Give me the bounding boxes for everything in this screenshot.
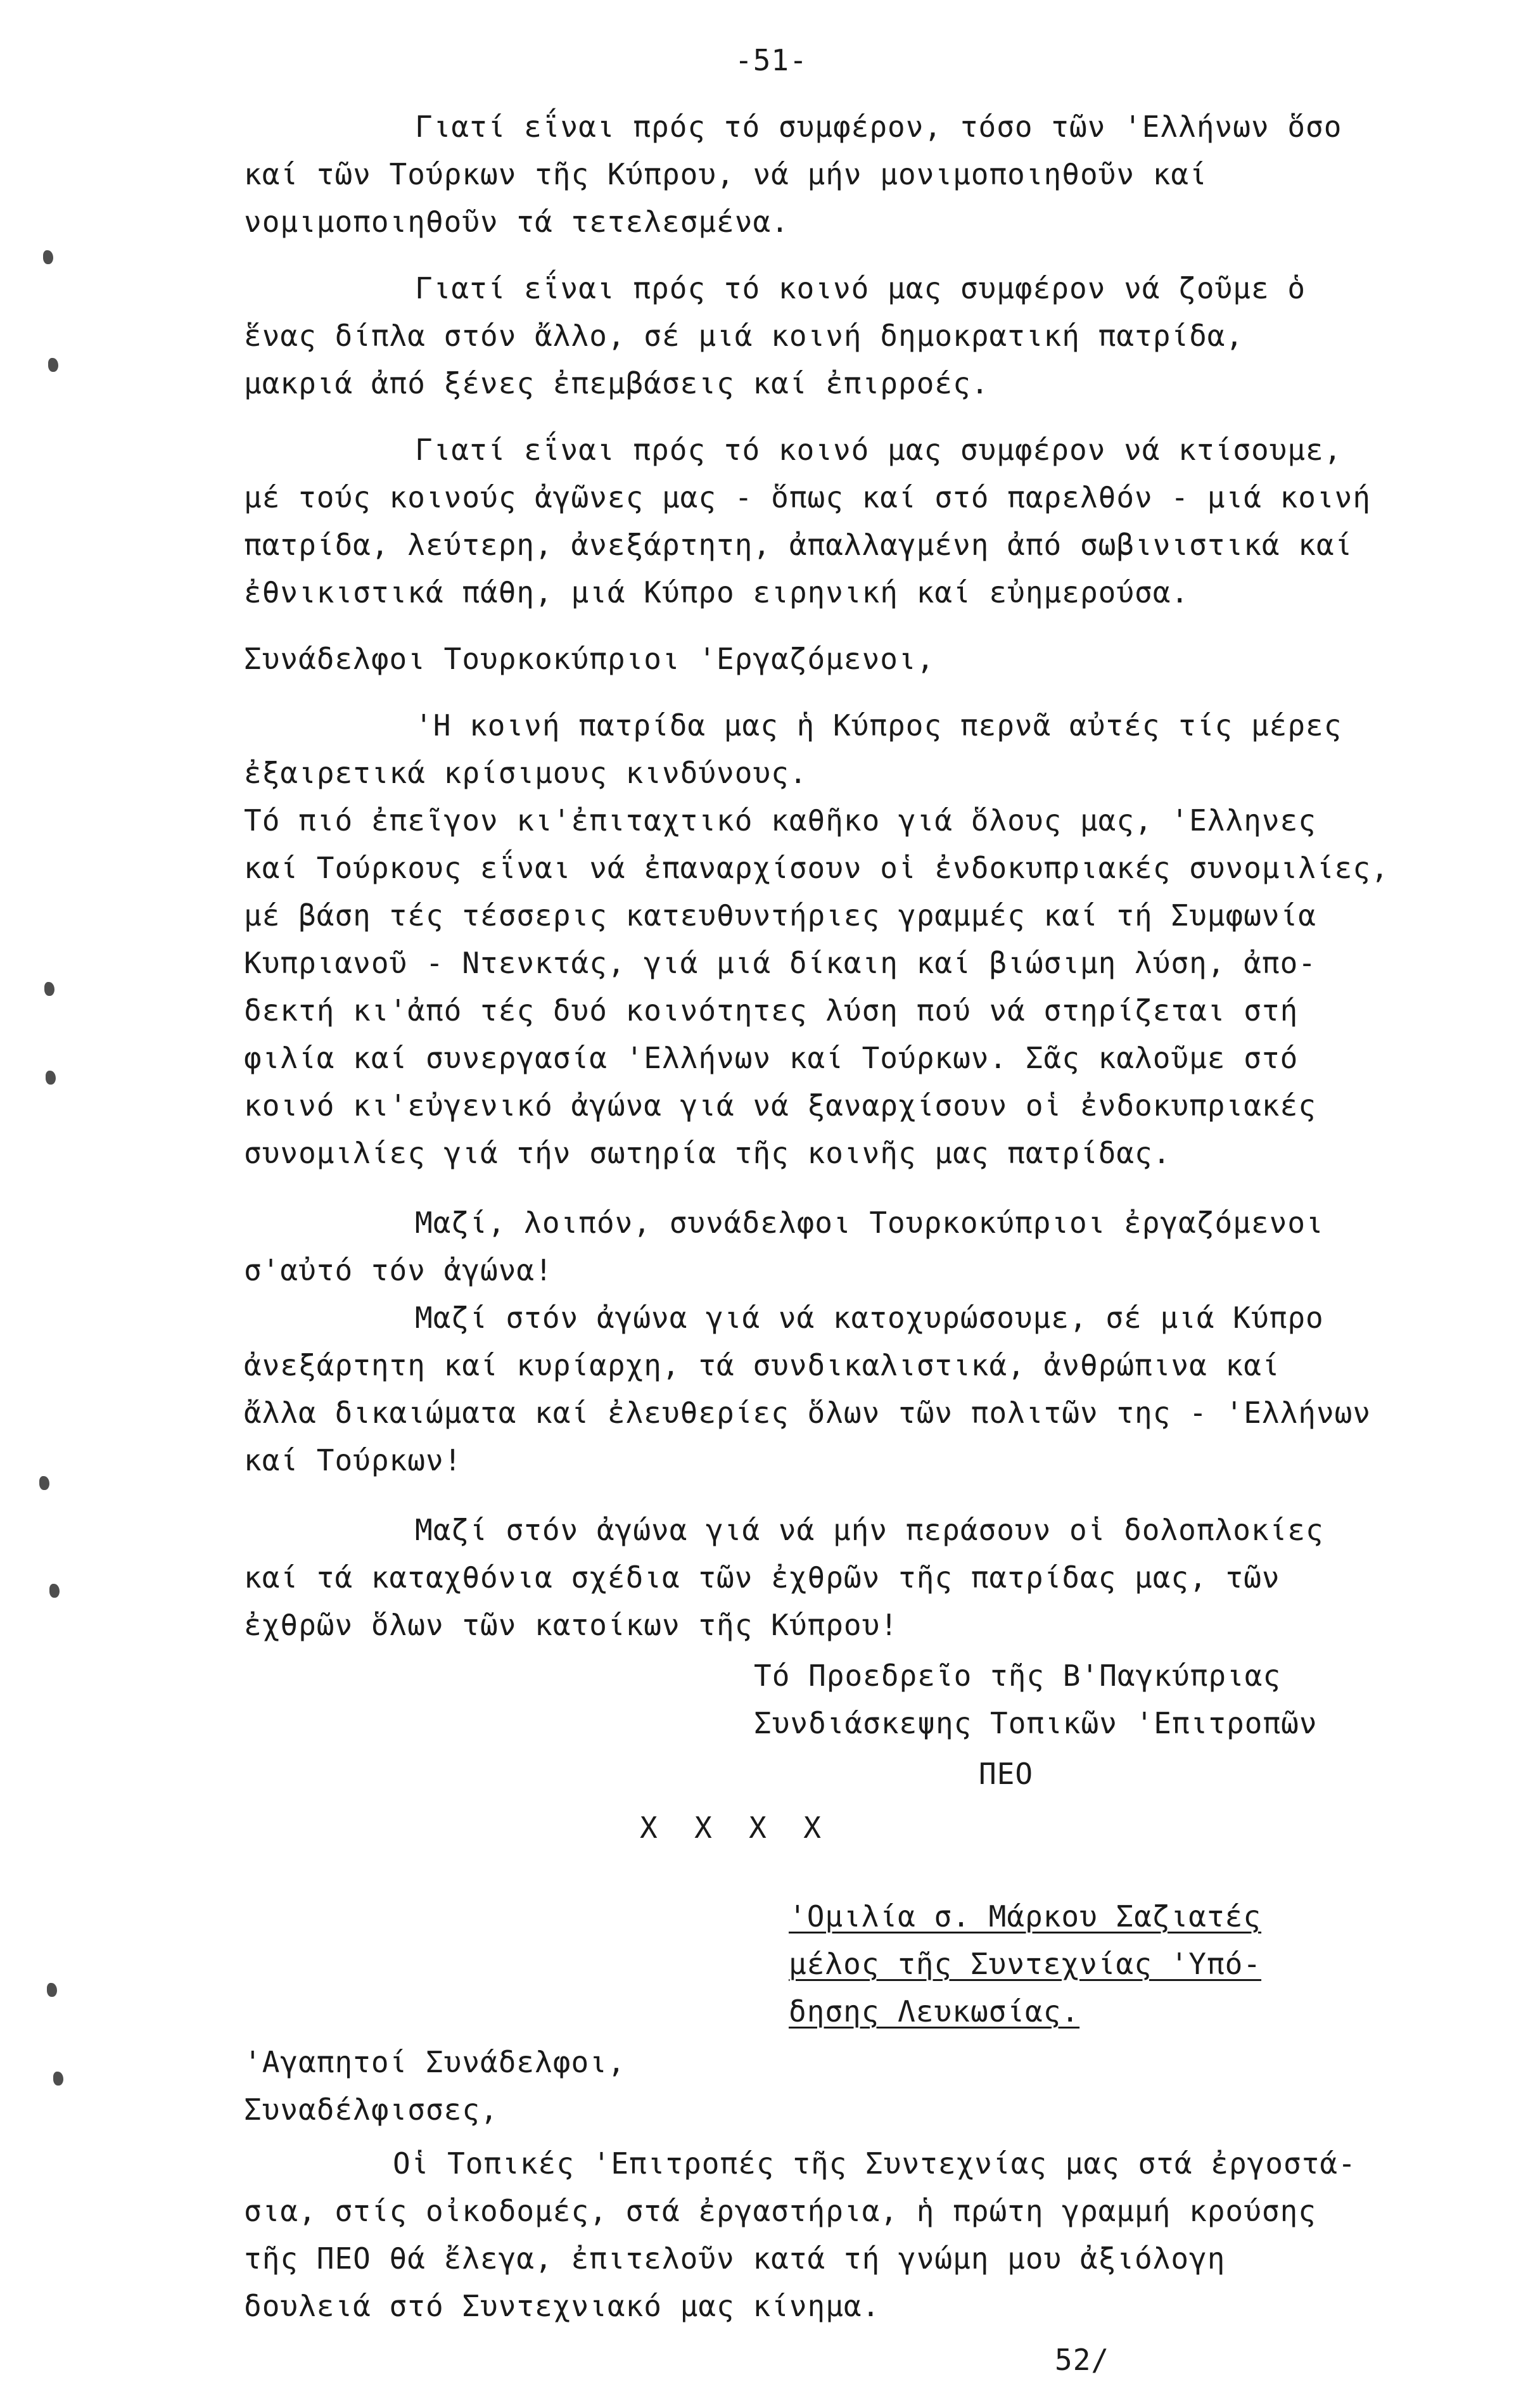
paragraph-line: Μαζί, λοιπόν, συνάδελφοι Τουρκοκύπριοι ἐργαζόμενοι (415, 1206, 1324, 1240)
speech-heading-line: μέλος τῆς Συντεχνίας 'Υπό- (789, 1947, 1262, 1981)
scan-speck (53, 2072, 63, 2086)
paragraph-line: νομιμοποιηθοῦν τά τετελεσμένα. (244, 205, 789, 239)
paragraph-line: φιλία καί συνεργασία 'Ελλήνων καί Τούρκων. Σᾶς καλοῦμε στό (244, 1041, 1299, 1075)
paragraph-line: ἐχθρῶν ὅλων τῶν κατοίκων τῆς Κύπρου! (244, 1608, 898, 1642)
salutation-line: 'Αγαπητοί Συνάδελφοι, (244, 2045, 626, 2079)
address-line: Συνάδελφοι Τουρκοκύπριοι 'Εργαζόμενοι, (244, 642, 935, 676)
scan-speck (48, 358, 58, 372)
paragraph-line: καί τῶν Τούρκων τῆς Κύπρου, νά μήν μονιμοποιηθοῦν καί (244, 157, 1207, 191)
paragraph-line: ἐθνικιστικά πάθη, μιά Κύπρο ειρηνική καί εὐημερούσα. (244, 575, 1190, 609)
paragraph-line: δουλειά στό Συντεχνιακό μας κίνημα. (244, 2289, 881, 2323)
scan-speck (44, 982, 54, 996)
paragraph-line: Μαζί στόν ἀγώνα γιά νά μήν περάσουν οἱ δολοπλοκίες (415, 1513, 1324, 1547)
section-separator: X X X X (640, 1811, 822, 1845)
paragraph-line: ἄλλα δικαιώματα καί ἐλευθερίες ὅλων τῶν πολιτῶν της - 'Ελλήνων (244, 1396, 1371, 1430)
paragraph-line: σ'αὐτό τόν ἀγώνα! (244, 1253, 553, 1287)
paragraph-line: κοινό κι'εὐγενικό ἀγώνα γιά νά ξαναρχίσουν οἱ ἐνδοκυπριακές (244, 1088, 1316, 1123)
signature-org: ΠΕΟ (979, 1757, 1034, 1791)
paragraph-line: 'Η κοινή πατρίδα μας ἡ Κύπρος περνᾶ αὐτές τίς μέρες (415, 708, 1342, 742)
paragraph-line: συνομιλίες γιά τήν σωτηρία τῆς κοινῆς μας πατρίδας. (244, 1136, 1171, 1170)
speech-heading-line: δησης Λευκωσίας. (789, 1994, 1080, 2029)
scan-speck (47, 1983, 57, 1997)
scan-speck (39, 1476, 49, 1490)
paragraph-line: μακριά ἀπό ξένες ἐπεμβάσεις καί ἐπιρροές. (244, 366, 990, 400)
paragraph-line: καί τά καταχθόνια σχέδια τῶν ἐχθρῶν τῆς πατρίδας μας, τῶν (244, 1560, 1280, 1595)
signature-line: Συνδιάσκεψης Τοπικῶν 'Επιτροπῶν (754, 1706, 1318, 1740)
paragraph-line: Μαζί στόν ἀγώνα γιά νά κατοχυρώσουμε, σέ μιά Κύπρο (415, 1301, 1324, 1335)
paragraph-line: καί Τούρκους εΐναι νά ἐπαναρχίσουν οἱ ἐνδοκυπριακές συνομιλίες, (244, 851, 1389, 885)
paragraph-line: Οἱ Τοπικές 'Επιτροπές τῆς Συντεχνίας μας στά ἐργοστά- (393, 2146, 1356, 2181)
speech-heading-line: 'Ομιλία σ. Μάρκου Σαζιατές (789, 1899, 1262, 1933)
paragraph-line: καί Τούρκων! (244, 1443, 462, 1477)
page-number: -51- (735, 43, 808, 77)
paragraph-line: Τό πιό ἐπεῖγον κι'ἐπιταχτικό καθῆκο γιά ὅλους μας, 'Ελληνες (244, 803, 1316, 838)
next-page-marker: 52/ (1055, 2343, 1110, 2377)
salutation-line: Συναδέλφισσες, (244, 2093, 499, 2127)
paragraph-line: Κυπριανοῦ - Ντενκτάς, γιά μιά δίκαιη καί βιώσιμη λύση, ἀπο- (244, 946, 1316, 980)
paragraph-line: ἐξαιρετικά κρίσιμους κινδύνους. (244, 756, 808, 790)
scan-speck (46, 1071, 56, 1085)
signature-line: Τό Προεδρεῖο τῆς Β'Παγκύπριας (754, 1659, 1282, 1693)
paragraph-line: πατρίδα, λεύτερη, ἀνεξάρτητη, ἀπαλλαγμένη ἀπό σωβινιστικά καί (244, 528, 1353, 562)
paragraph-line: Γιατί εΐναι πρός τό συμφέρον, τόσο τῶν 'Ελλήνων ὅσο (415, 110, 1342, 144)
paragraph-line: ἀνεξάρτητη καί κυρίαρχη, τά συνδικαλιστικά, ἀνθρώπινα καί (244, 1348, 1280, 1382)
paragraph-line: Γιατί εΐναι πρός τό κοινό μας συμφέρον νά κτίσουμε, (415, 433, 1342, 467)
paragraph-line: τῆς ΠΕΟ θά ἔλεγα, ἐπιτελοῦν κατά τή γνώμη μου ἀξιόλογη (244, 2241, 1226, 2276)
paragraph-line: δεκτή κι'ἀπό τές δυό κοινότητες λύση πού νά στηρίζεται στή (244, 993, 1299, 1028)
paragraph-line: ἕνας δίπλα στόν ἄλλο, σέ μιά κοινή δημοκρατική πατρίδα, (244, 319, 1244, 353)
scan-speck (49, 1584, 60, 1598)
paragraph-line: μέ βάση τές τέσσερις κατευθυντήριες γραμμές καί τή Συμφωνία (244, 898, 1316, 933)
paragraph-line: μέ τούς κοινούς ἀγῶνες μας - ὅπως καί στό παρελθόν - μιά κοινή (244, 480, 1371, 514)
paragraph-line: Γιατί εΐναι πρός τό κοινό μας συμφέρον νά ζοῦμε ὁ (415, 271, 1306, 305)
scan-speck (43, 250, 53, 264)
paragraph-line: σια, στίς οἰκοδομές, στά ἐργαστήρια, ἡ πρώτη γραμμή κρούσης (244, 2194, 1316, 2228)
